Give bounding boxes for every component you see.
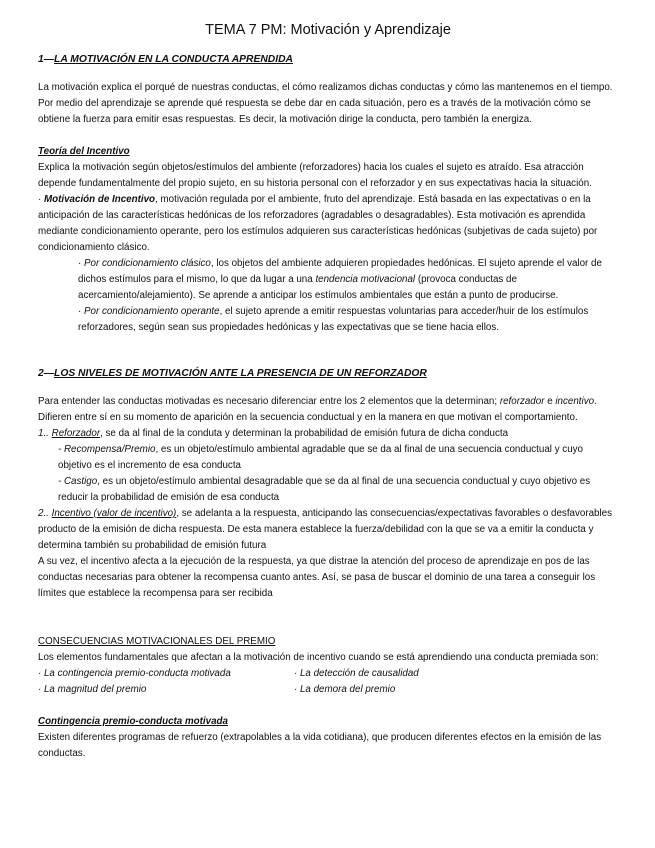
condicionamiento-clasico-paragraph [38, 256, 618, 304]
section-2-intro [38, 394, 618, 426]
section-1-title: LA MOTIVACIÓN EN LA CONDUCTA APRENDIDA [54, 54, 293, 65]
castigo-term: - Castigo [58, 476, 98, 487]
list-item: · La demora del premio [294, 684, 396, 695]
incentivo-item [38, 506, 618, 554]
teoria-incentivo-text: Explica la motivación según objetos/estímulos del ambiente (reforzadores) hacia los cuales el sujeto es atraído. Esa atracción depende fundamentalmente del propio sujeto, en su historia personal con el reforzador y en sus expectativas hacia la situación. [38, 162, 592, 189]
recompensa-item [38, 442, 618, 474]
reforzador-item [38, 426, 618, 442]
teoria-incentivo-title: Teoría del Incentivo [38, 146, 130, 157]
page-title: TEMA 7 PM: Motivación y Aprendizaje [205, 22, 451, 38]
contingencia-title: Contingencia premio-conducta motivada [38, 716, 228, 727]
reforzador-number: 1.. [38, 428, 52, 439]
intro-part-a: Para entender las conductas motivadas es necesario diferenciar entre los 2 elementos que la determinan; [38, 396, 500, 407]
list-item: · La contingencia premio-conducta motivada [38, 668, 231, 679]
condicionamiento-clasico-text-1: , los objetos del ambiente adquieren propiedades hedónicas. El sujeto aprende el valor de dichos estímulos para el mismo, lo que da lugar a una [78, 258, 602, 285]
intro-part-c: e [544, 396, 556, 407]
recompensa-text: , es un objeto/estímulo ambiental agradable que se da al final de una secuencia conductual y cuyo objetivo es el incremento de esa conducta [58, 444, 584, 471]
tendencia-motivacional-term: tendencia motivacional [315, 274, 416, 285]
section-2-title: LOS NIVELES DE MOTIVACIÓN ANTE LA PRESENCIA DE UN REFORZADOR [54, 368, 427, 379]
section-3-intro: Los elementos fundamentales que afectan a la motivación de incentivo cuando se está aprendiendo una conducta premiada son: [38, 652, 599, 663]
castigo-item [38, 474, 618, 506]
motivacion-incentivo-text: , motivación regulada por el ambiente, fruto del aprendizaje. Está basada en las expectativas o en la anticipación de las características hedónicas de los reforzadores (agradables o desagradables). Esta motivación es aprendida mediante condicionamiento operante, pero los estímulos adquieren sus características hedónicas (subjetivas de cada sujeto) por condicionamiento clásico. [38, 194, 598, 253]
reforzador-term: Reforzador [51, 428, 101, 439]
motivacion-incentivo-paragraph [38, 192, 618, 256]
intro-part-e: . Difieren entre sí en su momento de aparición en la secuencia conductual y en la manera en que motivan el comportamiento. [38, 396, 597, 423]
section-2-number: 2— [38, 368, 55, 379]
contingencia-text: Existen diferentes programas de refuerzo (extrapolables a la vida cotidiana), que producen diferentes efectos en la emisión de las conductas. [38, 732, 602, 759]
condicionamiento-operante-text: , el sujeto aprende a emitir respuestas voluntarias para acceder/huir de los estímulos reforzadores, según sean sus propiedades hedónicas y las expectativas que se tiene hacia ellos. [78, 306, 589, 333]
castigo-text: , es un objeto/estímulo ambiental desagradable que se da al final de una secuencia conductual y cuyo objetivo es reducir la probabilidad de emisión de esa conducta [58, 476, 591, 503]
incentivo-number: 2.. [38, 508, 52, 519]
section-2-heading [38, 368, 618, 379]
condicionamiento-clasico-term: · Por condicionamiento clásico [78, 258, 211, 269]
bullet-dot: · [38, 194, 44, 205]
recompensa-term: - Recompensa/Premio [58, 444, 156, 455]
section-1-number: 1— [38, 54, 55, 65]
condicionamiento-operante-term: · Por condicionamiento operante [78, 306, 220, 317]
document-page [38, 22, 618, 762]
section-2-closing: A su vez, el incentivo afecta a la ejecución de la respuesta, ya que distrae la atención del proceso de aprendizaje en pos de las conductas necesarias para obtener la recompensa cuanto antes. Así, se pasa de buscar el dominio de una tarea a conseguir los límites que establece la recompensa para ser recibida [38, 556, 596, 599]
section-3-heading: CONSECUENCIAS MOTIVACIONALES DEL PREMIO [38, 636, 276, 647]
motivacion-incentivo-term: Motivación de Incentivo [43, 194, 156, 205]
intro-incentivo: incentivo [555, 396, 595, 407]
incentivo-term: Incentivo (valor de incentivo) [51, 508, 177, 519]
reforzador-text: , se da al final de la conduta y determinan la probabilidad de emisión futura de dicha conducta [100, 428, 509, 439]
condicionamiento-operante-paragraph [38, 304, 618, 336]
incentivo-text: , se adelanta a la respuesta, anticipando las consecuencias/expectativas favorables o desfavorables producto de la emisión de dicha respuesta. De esta manera establece la fuerza/debilidad con la que se va a emitir la conducta y determina también su probabilidad de emisión futura [38, 508, 613, 551]
intro-reforzador: reforzador [499, 396, 545, 407]
section-1-heading [38, 54, 618, 65]
list-item: · La detección de causalidad [294, 668, 419, 679]
list-item: · La magnitud del premio [38, 684, 147, 695]
condicionamiento-clasico-text-2: (provoca conductas de acercamiento/alejamiento). Se aprende a anticipar los estímulos ambientales que están a punto de producirse. [78, 274, 559, 301]
elements-list [38, 666, 618, 698]
section-1-intro: La motivación explica el porqué de nuestras conductas, el cómo realizamos dichas conductas y cómo las mantenemos en el tiempo. Por medio del aprendizaje se aprende qué respuesta se debe dar en cada situación, pero es a través de la motivación cómo se obtiene la fuerza para emitir esas respuestas. Es decir, la motivación dirige la conducta, pero también la energiza. [38, 82, 613, 125]
